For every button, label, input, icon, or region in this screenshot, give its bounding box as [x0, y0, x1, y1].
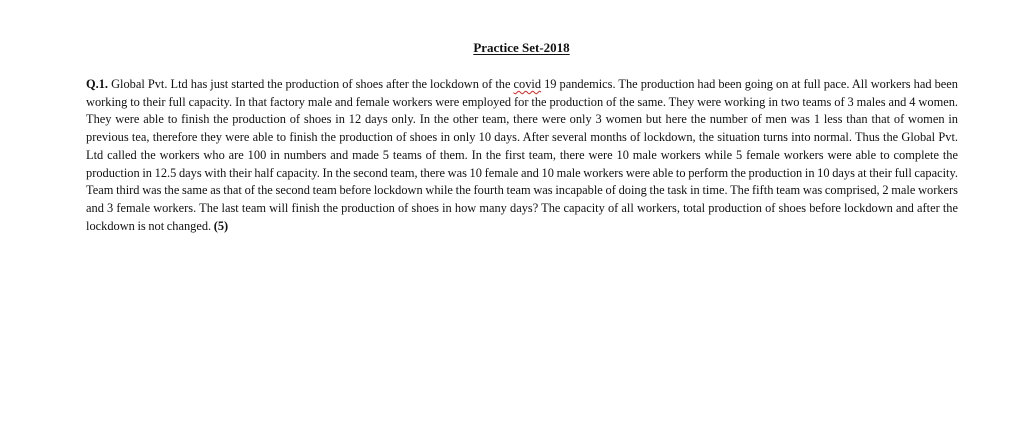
question-text-part-2: 19 pandemics. The production had been going on at full pace. All workers had been working to their full capacity. In that factory male and female workers were employed for the production of the same. They were working in two teams of 3 males and 4 women. They were able to finish the production of shoes in 12 days only. In the other team, there were only 3 women but here the number of men was 1 less than that of women in previous tea, therefore they were able to finish the production of shoes in only 10 days. After several months of lockdown, the situation turns into normal. Thus the Global Pvt. Ltd called the workers who are 100 in numbers and made 5 teams of them. In the first team, there were 10 male workers while 5 female workers were able to complete the production in 12.5 days with their half capacity. In the second team, there was 10 female and 10 male workers were able to perform the production in 10 days at their full capacity. Team third was the same as that of the second team before lockdown while the fourth team was incapable of doing the task in time. The fifth team was comprised, 2 male workers and 3 female workers. The last team will finish the production of shoes in how many days? The capacity of all workers, total production of shoes before lockdown and after the lockdown is not changed. [86, 77, 958, 233]
question-marks: (5) [213, 218, 229, 233]
question-text-part-1: Global Pvt. Ltd has just started the production of shoes after the lockdown of the [108, 77, 514, 91]
question-paragraph [86, 76, 958, 235]
spellcheck-marked-word: covid [513, 77, 542, 91]
page-title: Practice Set-2018 [473, 40, 570, 55]
question-number: Q.1. [86, 77, 109, 91]
